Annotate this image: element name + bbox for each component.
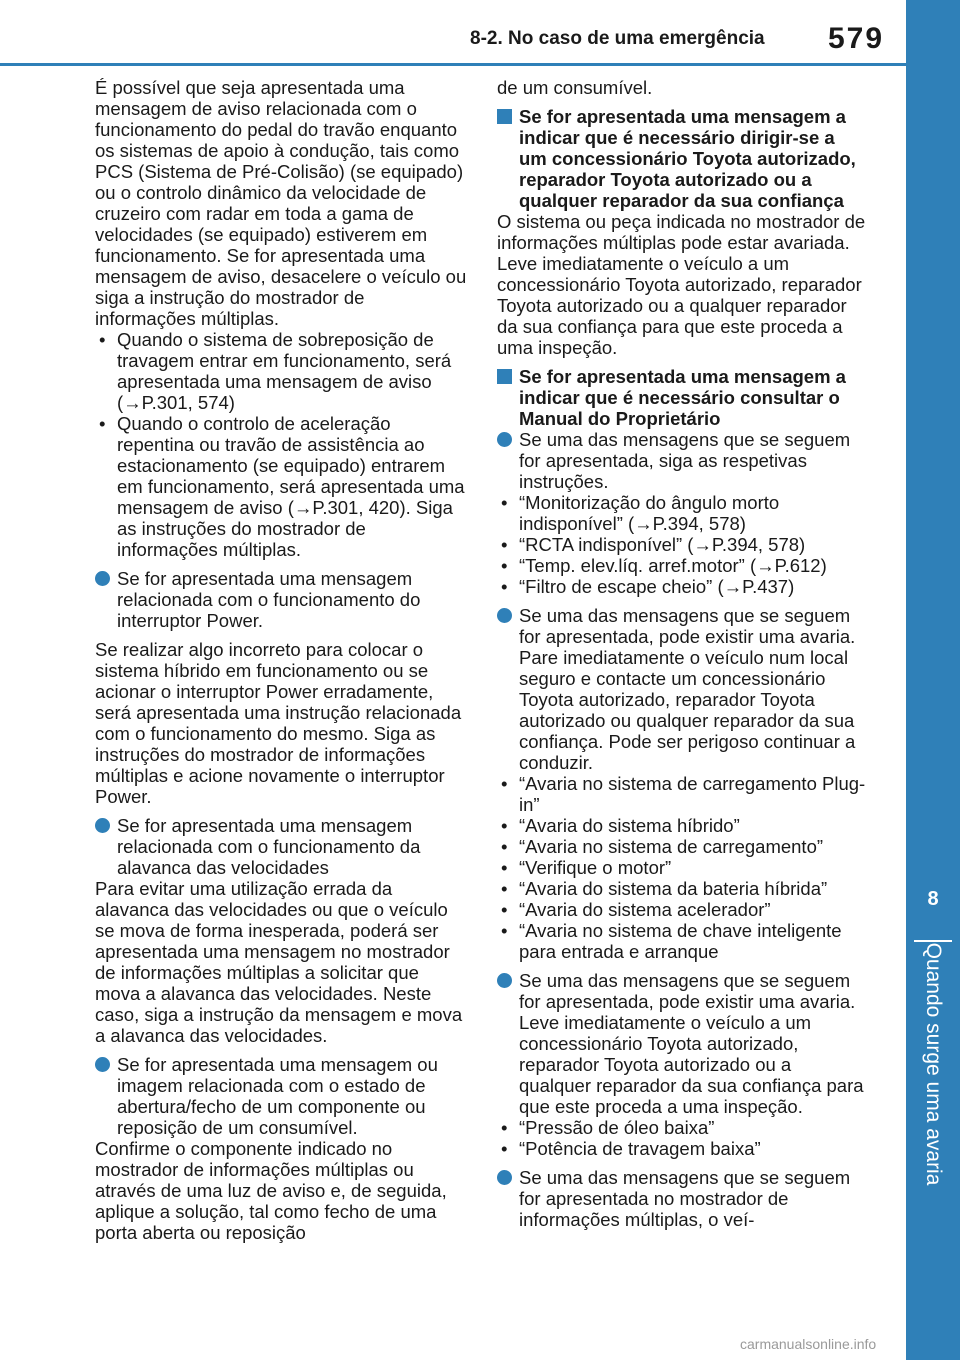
shift-lever-paragraph: Para evitar uma utilização errada da alavanca das velocidades ou que o veículo se mova de forma inesperada, poderá ser apresentada uma mensagem no mostrador de informações múltiplas a solicitar que mova a alavanca das velocidades. Neste caso, siga a instrução da mensagem e mova a alavanca das velocidades. xyxy=(95,878,463,1046)
dealer-paragraph: O sistema ou peça indicada no mostrador de informações múltiplas pode estar avariada. Leve imediatamente o veículo a um concessionário Toyota autorizado, reparador Toyota autorizado ou a qualquer reparador da sua confiança para que este proceda a uma inspeção. xyxy=(497,211,866,358)
inspection-item xyxy=(497,970,867,1117)
stop-bullet: • “Verifique o motor” xyxy=(497,857,867,878)
manual-bullet: • “Monitorização do ângulo morto indisponível” (→P.394, 578) xyxy=(497,492,867,534)
page-header xyxy=(0,0,906,66)
bullet-dot-icon xyxy=(95,818,110,833)
inspection-bullet: • “Potência de travagem baixa” xyxy=(497,1138,867,1159)
bullet-dot-icon xyxy=(497,973,512,988)
display-message-item xyxy=(497,1167,867,1230)
intro-bullet: • Quando o controlo de aceleração repentina ou travão de assistência ao estacionamento (se equipado) entrarem em funcionamento, será apresentada uma mensagem de aviso (→P.301, 420). Siga as instruções do mostrador de informações múltiplas. xyxy=(95,413,467,560)
component-state-paragraph: Confirme o componente indicado no mostrador de informações múltiplas ou através de uma luz de aviso e, de seguida, aplique a solução, tal como fecho de uma porta aberta ou reposição xyxy=(95,1138,447,1243)
manual-bullet: • “Temp. elev.líq. arref.motor” (→P.612) xyxy=(497,555,867,576)
page-number: 579 xyxy=(828,22,885,55)
intro-paragraph: É possível que seja apresentada uma mensagem de aviso relacionada com o funcionamento do pedal do travão enquanto os sistemas de apoio à condução, tais como PCS (Sistema de Pré-Colisão) (se equipado) ou o controlo dinâmico da velocidade de cruzeiro com radar em toda a gama de velocidades (se equipado) estiverem em funcionamento. Se for apresentada uma mensagem de aviso, desacelere o veículo ou siga a instrução do mostrador de informações múltiplas. xyxy=(95,77,467,329)
shift-lever-item xyxy=(95,815,467,878)
bullet-dot-icon xyxy=(95,1057,110,1072)
stop-bullet: • “Avaria do sistema da bateria híbrida” xyxy=(497,878,867,899)
stop-bullet: • “Avaria no sistema de carregamento” xyxy=(497,836,867,857)
chapter-label: Quando surge uma avaria xyxy=(922,942,945,1186)
stop-bullet: • “Avaria no sistema de chave inteligente para entrada e arranque xyxy=(497,920,867,962)
manual-heading-text: Se for apresentada uma mensagem a indicar que é necessário consultar o Manual do Proprietário xyxy=(519,366,846,429)
section-square-icon xyxy=(497,369,512,384)
chapter-tab xyxy=(906,0,960,1360)
stop-bullet: • “Avaria do sistema acelerador” xyxy=(497,899,867,920)
chapter-number: 8 xyxy=(927,888,939,910)
stop-vehicle-item xyxy=(497,605,867,773)
manual-item xyxy=(497,429,867,492)
shift-lever-item-text: Se for apresentada uma mensagem relacionada com o funcionamento da alavanca das velocidades xyxy=(117,815,421,878)
inspection-item-text: Se uma das mensagens que se seguem for apresentada, pode existir uma avaria. Leve imediatamente o veículo a um concessionário Toyota autorizado, reparador Toyota autorizado ou a qualquer reparador da sua confiança para que este proceda a uma inspeção. xyxy=(519,970,864,1117)
stop-bullet: • “Avaria no sistema de carregamento Plug-in” xyxy=(497,773,867,815)
power-switch-paragraph: Se realizar algo incorreto para colocar o sistema híbrido em funcionamento ou se acionar o interruptor Power erradamente, será apresentada uma instrução relacionada com o funcionamento do mesmo. Siga as instruções do mostrador de informações múltiplas e acione novamente o interruptor Power. xyxy=(95,639,462,807)
manual-bullet: • “Filtro de escape cheio” (→P.437) xyxy=(497,576,867,597)
dealer-heading-text: Se for apresentada uma mensagem a indicar que é necessário dirigir-se a um concessionário Toyota autorizado, reparador Toyota autorizado ou a qualquer reparador da sua confiança xyxy=(519,106,856,211)
manual-item-text: Se uma das mensagens que se seguem for apresentada, siga as respetivas instruções. xyxy=(519,429,851,492)
stop-vehicle-item-text: Se uma das mensagens que se seguem for apresentada, pode existir uma avaria. Pare imediatamente o veículo num local seguro e contacte um concessionário Toyota autorizado, reparador Toyota autorizado ou qualquer reparador da sua confiança. Pode ser perigoso continuar a conduzir. xyxy=(519,605,856,773)
component-state-item-text: Se for apresentada uma mensagem ou imagem relacionada com o estado de abertura/fecho de um componente ou reposição de um consumível. xyxy=(117,1054,438,1138)
continuation-text: de um consumível. xyxy=(497,77,653,98)
section-square-icon xyxy=(497,109,512,124)
bullet-dot-icon xyxy=(95,571,110,586)
display-message-item-text: Se uma das mensagens que se seguem for apresentada no mostrador de informações múltiplas, o veí- xyxy=(519,1167,851,1230)
inspection-bullet: • “Pressão de óleo baixa” xyxy=(497,1117,867,1138)
manual-heading xyxy=(497,366,867,429)
intro-bullet: • Quando o sistema de sobreposição de travagem entrar em funcionamento, será apresentada uma mensagem de aviso (→P.301, 574) xyxy=(95,329,467,413)
left-column xyxy=(95,77,467,1251)
stop-bullet: • “Avaria do sistema híbrido” xyxy=(497,815,867,836)
dealer-heading xyxy=(497,106,867,211)
power-switch-item xyxy=(95,568,467,631)
bullet-dot-icon xyxy=(497,1170,512,1185)
section-title: 8-2. No caso de uma emergência xyxy=(470,28,765,49)
right-column xyxy=(497,77,867,1238)
watermark: carmanualsonline.info xyxy=(740,1336,877,1352)
header-rule xyxy=(0,63,906,66)
manual-bullet: • “RCTA indisponível” (→P.394, 578) xyxy=(497,534,867,555)
bullet-dot-icon xyxy=(497,432,512,447)
component-state-item xyxy=(95,1054,467,1138)
power-switch-item-text: Se for apresentada uma mensagem relacionada com o funcionamento do interruptor Power. xyxy=(117,568,421,631)
bullet-dot-icon xyxy=(497,608,512,623)
